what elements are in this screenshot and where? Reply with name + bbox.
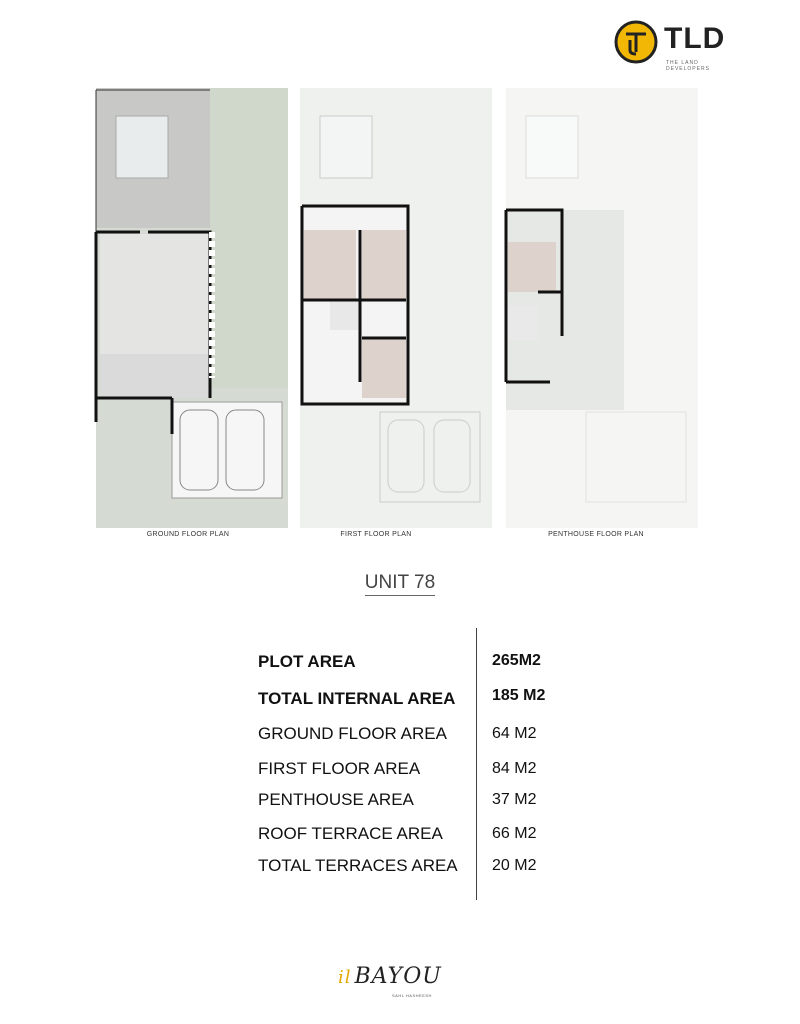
area-label-ground-floor: GROUND FLOOR AREA <box>258 724 447 743</box>
brand-tagline: SAHL HASHEESH <box>392 993 432 998</box>
logo-subtitle: THE LAND DEVELOPERS <box>666 60 710 72</box>
area-value-total-internal: 185 M2 <box>492 687 546 704</box>
brand-prefix: il <box>338 967 352 988</box>
area-value-ground-floor: 64 M2 <box>492 725 537 742</box>
logo-wordmark: TLD <box>664 22 726 55</box>
area-label-roof-terrace: ROOF TERRACE AREA <box>258 824 443 843</box>
area-label-first-floor: FIRST FLOOR AREA <box>258 759 421 778</box>
area-label-total-terraces: TOTAL TERRACES AREA <box>258 856 458 875</box>
penthouse-floor-plan <box>506 88 698 528</box>
area-label-plot: PLOT AREA <box>258 652 356 671</box>
il-bayou-logo <box>330 964 470 1004</box>
unit-title-text: UNIT 78 <box>365 572 435 596</box>
table-divider <box>476 628 477 900</box>
area-value-first-floor: 84 M2 <box>492 760 537 777</box>
area-value-plot: 265M2 <box>492 652 541 669</box>
brand-name: BAYOU <box>354 964 442 989</box>
floor-plans <box>90 82 710 532</box>
caption-penthouse-floor: PENTHOUSE FLOOR PLAN <box>548 531 644 538</box>
ground-floor-plan <box>96 88 288 528</box>
caption-first-floor: FIRST FLOOR PLAN <box>340 531 412 538</box>
area-value-roof-terrace: 66 M2 <box>492 825 537 842</box>
tld-logo-icon <box>614 20 658 64</box>
caption-ground-floor: GROUND FLOOR PLAN <box>146 531 230 538</box>
area-label-penthouse: PENTHOUSE AREA <box>258 790 414 809</box>
area-label-total-internal: TOTAL INTERNAL AREA <box>258 689 456 708</box>
first-floor-plan <box>300 88 492 528</box>
brand-wordmark <box>338 964 442 989</box>
area-value-total-terraces: 20 M2 <box>492 857 537 874</box>
unit-title <box>300 572 500 594</box>
tld-logo <box>614 20 744 72</box>
area-value-penthouse: 37 M2 <box>492 791 537 808</box>
floor-plans-drawing <box>90 82 710 532</box>
